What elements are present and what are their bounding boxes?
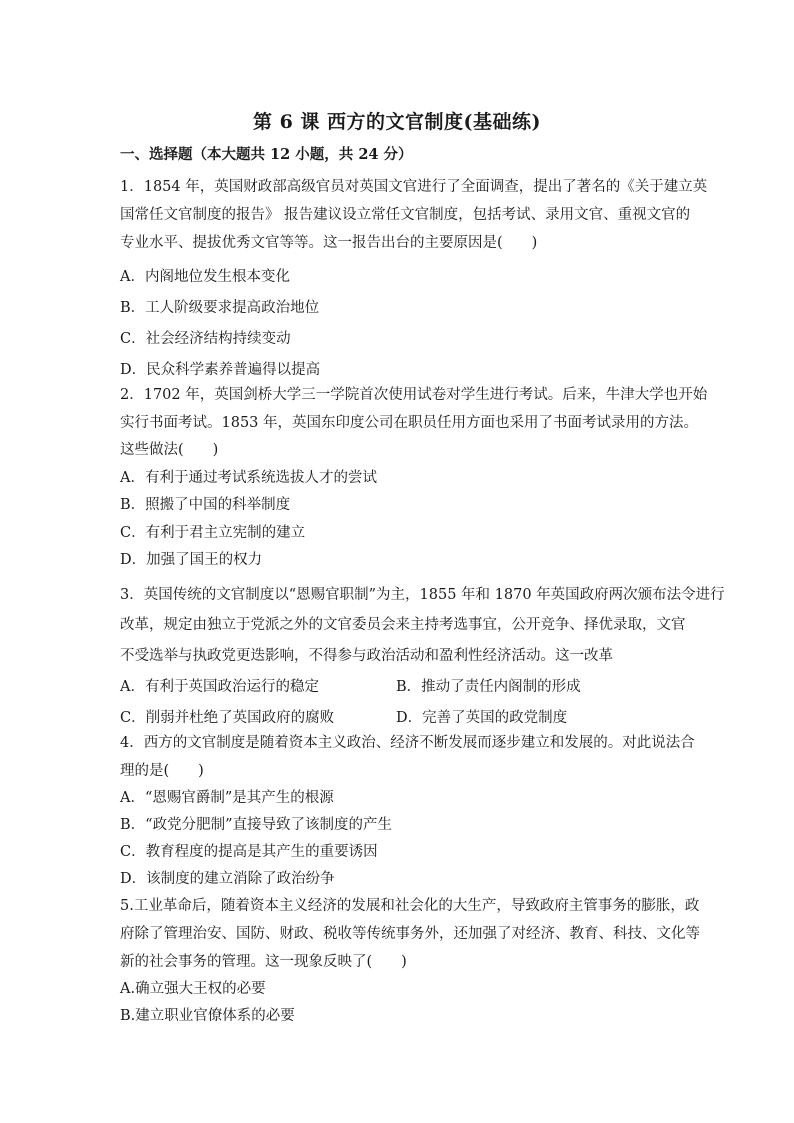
q3-option-c: C．削弱并杜绝了英国政府的腐败 xyxy=(120,710,335,726)
q1-option-d: D．民众科学素养普遍得以提高 xyxy=(120,362,321,378)
section-heading: 一、选择题（本大题共 12 小题，共 24 分） xyxy=(120,146,413,163)
q5-stem-line-2: 府除了管理治安、国防、财政、税收等传统事务外，还加强了对经济、教育、科技、文化等 xyxy=(120,926,700,942)
q3-stem-line-1: 3．英国传统的文官制度以“恩赐官职制”为主，1855 年和 1870 年英国政府两次颁布法令进行 xyxy=(120,587,725,603)
q2-option-a: A．有利于通过考试系统选拔人才的尝试 xyxy=(120,470,377,486)
q2-option-b: B．照搬了中国的科举制度 xyxy=(120,497,291,513)
q1-option-a: A．内阁地位发生根本变化 xyxy=(120,269,290,285)
q3-option-b: B．推动了责任内阁制的形成 xyxy=(396,679,581,695)
q5-option-a: A.确立强大王权的必要 xyxy=(120,981,266,997)
q2-stem-line-2: 实行书面考试。1853 年，英国东印度公司在职员任用方面也采用了书面考试录用的方法。 xyxy=(120,415,699,431)
q3-stem-line-3: 不受选举与执政党更迭影响，不得参与政治活动和盈利性经济活动。这一改革 xyxy=(120,648,613,664)
q5-stem-line-3: 新的社会事务的管理。这一现象反映了( ) xyxy=(120,954,407,970)
q4-stem-line-1: 4．西方的文官制度是随着资本主义政治、经济不断发展而逐步建立和发展的。对此说法合 xyxy=(120,735,695,751)
q2-option-d: D．加强了国王的权力 xyxy=(120,552,263,568)
q3-option-a: A．有利于英国政治运行的稳定 xyxy=(120,679,319,695)
q1-option-c: C．社会经济结构持续变动 xyxy=(120,331,291,347)
q1-stem-line-3: 专业水平、提拔优秀文官等等。这一报告出台的主要原因是( ) xyxy=(120,235,538,251)
q4-stem-line-2: 理的是( ) xyxy=(120,763,204,779)
q5-option-b: B.建立职业官僚体系的必要 xyxy=(120,1008,295,1024)
q4-option-a: A．“恩赐官爵制”是其产生的根源 xyxy=(120,790,334,806)
q1-stem-line-2: 国常任文官制度的报告》 报告建议设立常任文官制度，包括考试、录用文官、重视文官的 xyxy=(120,207,691,223)
page-title: 第 6 课 西方的文官制度(基础练) xyxy=(252,111,542,133)
q4-option-d: D．该制度的建立消除了政治纷争 xyxy=(120,871,335,887)
q3-option-d: D．完善了英国的政党制度 xyxy=(396,710,568,726)
q2-stem-line-3: 这些做法( ) xyxy=(120,442,219,458)
q2-option-c: C．有利于君主立宪制的建立 xyxy=(120,525,306,541)
q4-option-c: C．教育程度的提高是其产生的重要诱因 xyxy=(120,844,378,860)
q1-option-b: B．工人阶级要求提高政治地位 xyxy=(120,300,320,316)
q5-stem-line-1: 5.工业革命后，随着资本主义经济的发展和社会化的大生产，导致政府主管事务的膨胀，政 xyxy=(120,898,700,914)
q1-stem-line-1: 1．1854 年，英国财政部高级官员对英国文官进行了全面调查，提出了著名的《关于建立英 xyxy=(120,179,708,195)
q4-option-b: B．“政党分肥制”直接导致了该制度的产生 xyxy=(120,817,392,833)
q2-stem-line-1: 2．1702 年，英国剑桥大学三一学院首次使用试卷对学生进行考试。后来，牛津大学也开始 xyxy=(120,387,708,403)
q3-stem-line-2: 改革，规定由独立于党派之外的文官委员会来主持考选事宜，公开竞争、择优录取，文官 xyxy=(120,617,686,633)
